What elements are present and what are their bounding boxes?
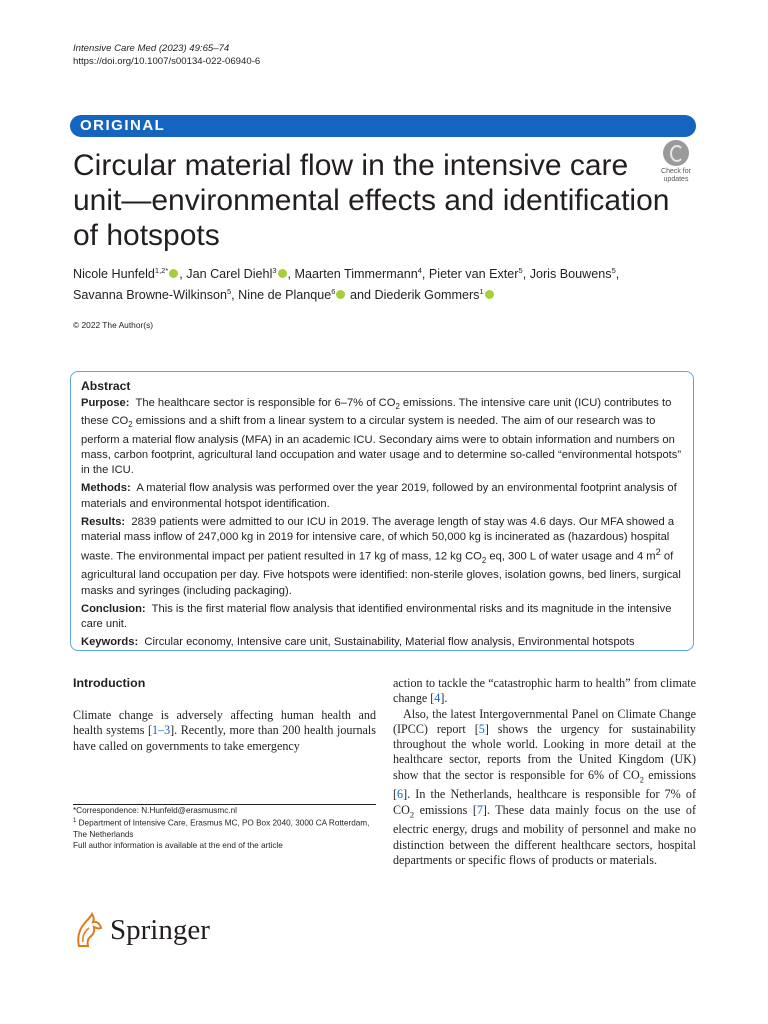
author-list: Nicole Hunfeld$^{1,2*}$ , Jan Carel Diehl$^3$ , Maarten Timmermann$^4$, Pieter van Exter$^5$, Joris Bouwens$^5$, Savanna Browne-Wilkinson$^5$, Nine de Planque$^6$ and Diederik Gommers$^1$	[73, 266, 620, 303]
article-title: Circular material flow in the intensive care unit—environmental effects and identification of hotspots	[73, 149, 670, 252]
abstract-methods: Methods: A material flow analysis was performed over the year 2019, followed by an environmental footprint analysis of materials and environmental hotspot identification.	[81, 482, 677, 510]
introduction-heading: Introduction	[73, 676, 146, 690]
citation-link[interactable]: 4	[434, 691, 441, 706]
citation-link[interactable]: 7	[476, 802, 483, 817]
abstract-results: Results: 2839 patients were admitted to our ICU in 2019. The average length of stay was 4.6 days. Our MFA showed a material mass inflow of 247,000 kg in 2019 for intensive care, of which 50,000 kg is incinerated as (hazardous) hospital waste. The environmental impact per patient resulted in 17 kg of mass, 12 kg $CO_2$ eq, 300 L of water usage and 4 $m^2$ of agricultural land occupation per day. Five hotspots were identified: non-sterile gloves, isolation gowns, bed liners, surgical masks and syringes (including packaging).	[81, 515, 681, 597]
springer-horse-icon	[73, 912, 105, 948]
article-type-banner	[70, 115, 696, 137]
publisher-name: Springer	[110, 914, 210, 946]
orcid-icon[interactable]	[278, 269, 287, 278]
journal-citation: Intensive Care Med (2023) 49:65–74	[73, 43, 230, 54]
journal-info	[73, 42, 260, 68]
abstract-purpose: Purpose: The healthcare sector is responsible for 6–7% of $CO_2$ emissions. The intensive care unit (ICU) contributes to these $CO_2$ emissions and a shift from a linear system to a circular system is needed. The aim of our research was to perform a material flow analysis (MFA) in an academic ICU. Secondary aims were to obtain information and numbers on mass, carbon footprint, agricultural land occupation and water usage and to determine so-called “environmental hotspots” in the ICU.	[81, 397, 682, 477]
copyright: © 2022 The Author(s)	[73, 320, 154, 330]
article-type-label: ORIGINAL	[80, 117, 166, 134]
orcid-icon[interactable]	[169, 269, 178, 278]
abstract-heading: Abstract	[81, 379, 131, 393]
author[interactable]: Pieter van Exter$^5$	[428, 266, 523, 282]
citation-link[interactable]: 5	[478, 721, 485, 736]
abstract-box	[70, 371, 694, 651]
affiliation: $^1$ Department of Intensive Care, Erasmus MC, PO Box 2040, 3000 CA Rotterdam, The Netherlands	[73, 818, 370, 839]
citation-link[interactable]: 6	[397, 787, 404, 802]
paragraph-ipcc: Also, the latest Intergovernmental Panel on Climate Change (IPCC) report [5] shows the urgency for sustainability throughout the whole world. Looking in more detail at the healthcare sector, reports from the United Kingdom (UK) show that the sector is responsible for 6% of $CO_2$ emissions [6]. In the Netherlands, healthcare is responsible for 7% of $CO_2$ emissions [7]. These data mainly focus on the use of electric energy, drugs and mobility of personnel and make no distinction between the different healthcare sectors, hospital departments or specific flows of products or materials.	[393, 706, 696, 868]
check-updates-line1: Check for	[661, 168, 691, 175]
correspondence[interactable]: *Correspondence: N.Hunfeld@erasmusmc.nl	[73, 806, 237, 815]
author[interactable]: Nicole Hunfeld$^{1,2*}$	[73, 267, 179, 281]
paragraph-continued: action to tackle the “catastrophic harm to health” from climate change [4].	[393, 676, 696, 706]
right-column	[393, 676, 696, 868]
orcid-icon[interactable]	[485, 290, 494, 299]
author[interactable]: Maarten Timmermann$^4$	[294, 266, 422, 282]
orcid-icon[interactable]	[336, 290, 345, 299]
author[interactable]: Nine de Planque$^6$	[238, 288, 346, 302]
author[interactable]: Joris Bouwens$^5$	[529, 266, 616, 282]
citation-link[interactable]: 1–3	[151, 723, 171, 738]
author[interactable]: Savanna Browne-Wilkinson$^5$	[73, 287, 232, 303]
check-updates-line2: updates	[663, 176, 689, 183]
author[interactable]: Jan Carel Diehl$^3$	[186, 267, 287, 281]
author-info-note: Full author information is available at the end of the article	[73, 840, 283, 850]
footnotes	[73, 805, 376, 851]
author[interactable]: Diederik Gommers$^1$	[374, 288, 494, 302]
doi-link[interactable]: https://doi.org/10.1007/s00134-022-06940-6	[73, 56, 261, 67]
left-column	[73, 676, 376, 754]
abstract-keywords: Keywords: Circular economy, Intensive care unit, Sustainability, Material flow analysis, Environmental hotspots	[81, 636, 635, 649]
intro-paragraph: Climate change is adversely affecting human health and health systems [1–3]. Recently, more than 200 health journals have called on governments to take emergency	[73, 708, 376, 753]
abstract-conclusion: Conclusion: This is the first material flow analysis that identified environmental risks and its magnitude in the intensive care unit.	[81, 602, 672, 631]
